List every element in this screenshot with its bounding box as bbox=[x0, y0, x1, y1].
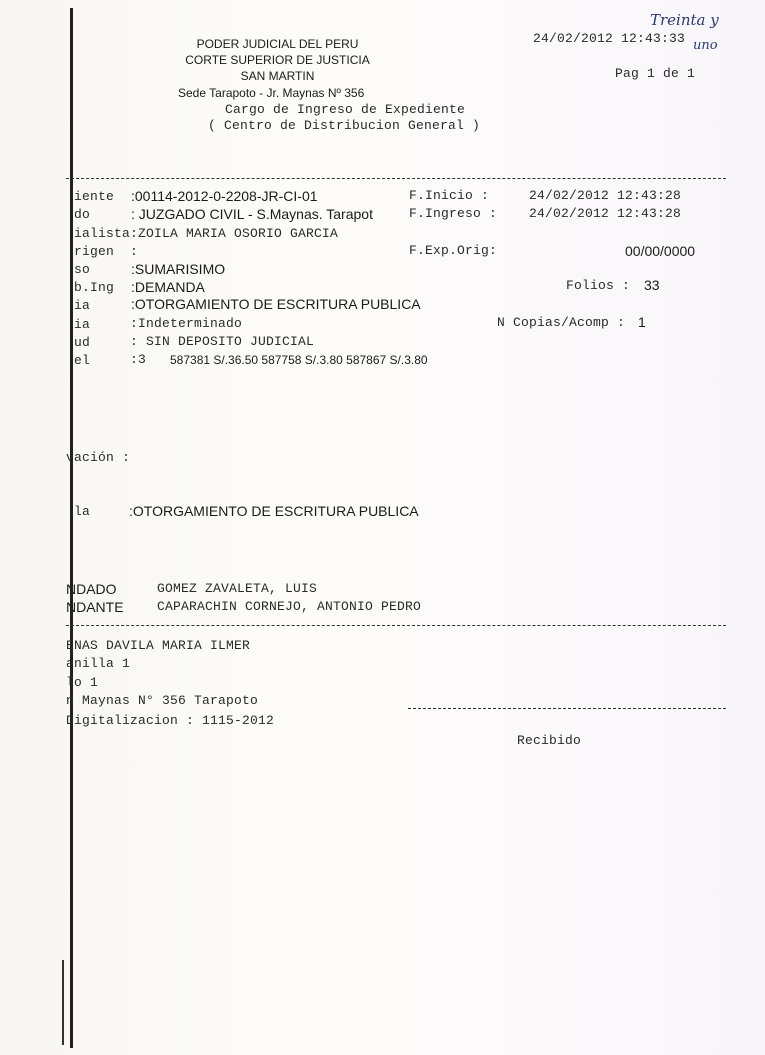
label-copias: N Copias/Acomp : bbox=[497, 315, 626, 330]
footer-address: n Maynas N° 356 Tarapoto bbox=[66, 693, 259, 708]
value-especialista: :ZOILA MARIA OSORIO GARCIA bbox=[130, 226, 339, 241]
label-fecha-ingreso: F.Ingreso : bbox=[409, 206, 498, 221]
label-tasa: el bbox=[74, 353, 91, 368]
value-expediente: :00114-2012-0-2208-JR-CI-01 bbox=[131, 188, 318, 204]
value-copias: 1 bbox=[638, 314, 646, 330]
value-sumilla: :OTORGAMIENTO DE ESCRITURA PUBLICA bbox=[129, 503, 419, 519]
value-tasa: :3 bbox=[130, 352, 147, 367]
value-cuantia: :Indeterminado bbox=[130, 316, 243, 331]
handwritten-folio-count: Treinta y bbox=[650, 11, 719, 29]
label-tipo-ingreso: b.Ing bbox=[74, 280, 115, 295]
page-number: Pag 1 de 1 bbox=[615, 66, 696, 81]
label-cuantia: ia bbox=[74, 317, 91, 332]
label-juzgado: do bbox=[74, 207, 91, 222]
signature-line bbox=[408, 708, 726, 709]
label-expediente: iente bbox=[74, 189, 115, 204]
value-demandado: GOMEZ ZAVALETA, LUIS bbox=[157, 581, 318, 596]
label-observacion: vación : bbox=[66, 450, 131, 465]
value-tipo-ingreso: :DEMANDA bbox=[131, 279, 205, 295]
digitalizacion-number: Digitalizacion : 1115-2012 bbox=[66, 713, 275, 728]
header-region: SAN MARTIN bbox=[240, 69, 315, 83]
value-condicion: : SIN DEPOSITO JUDICIAL bbox=[130, 334, 315, 349]
handwritten-folio-count-2: uno bbox=[693, 38, 718, 53]
label-sumilla: la bbox=[74, 504, 91, 519]
operator-name: ENAS DAVILA MARIA ILMER bbox=[66, 638, 251, 653]
document-subtitle: ( Centro de Distribucion General ) bbox=[208, 118, 481, 133]
label-condicion: ud bbox=[74, 335, 91, 350]
header-court-superior: CORTE SUPERIOR DE JUSTICIA bbox=[185, 53, 370, 67]
label-folios: Folios : bbox=[566, 278, 631, 293]
label-demandante: NDANTE bbox=[66, 599, 124, 615]
binding-edge-line-lower bbox=[62, 960, 64, 1045]
label-fecha-inicio: F.Inicio : bbox=[409, 188, 490, 203]
value-fecha-inicio: 24/02/2012 12:43:28 bbox=[529, 188, 682, 203]
value-juzgado: : JUZGADO CIVIL - S.Maynas. Tarapot bbox=[131, 206, 373, 222]
value-fecha-ingreso: 24/02/2012 12:43:28 bbox=[529, 206, 682, 221]
value-demandante: CAPARACHIN CORNEJO, ANTONIO PEDRO bbox=[157, 599, 422, 614]
header-court-name: PODER JUDICIAL DEL PERU bbox=[196, 37, 359, 51]
ventanilla: anilla 1 bbox=[66, 656, 131, 671]
binding-edge-line bbox=[70, 8, 73, 1048]
label-fecha-exp-orig: F.Exp.Orig: bbox=[409, 243, 498, 258]
label-especialista: ialista bbox=[74, 226, 131, 241]
value-folios: 33 bbox=[644, 277, 660, 293]
document-title: Cargo de Ingreso de Expediente bbox=[225, 102, 466, 117]
tasa-detail: 587381 S/.36.50 587758 S/.3.80 587867 S/.3.80 bbox=[170, 353, 428, 367]
value-proceso: :SUMARISIMO bbox=[131, 261, 226, 277]
label-materia: ia bbox=[74, 298, 91, 313]
header-address: Sede Tarapoto - Jr. Maynas Nº 356 bbox=[178, 86, 365, 100]
modulo: lo 1 bbox=[66, 675, 99, 690]
value-fecha-exp-orig: 00/00/0000 bbox=[625, 243, 696, 259]
label-origen: rigen bbox=[74, 244, 115, 259]
value-origen: : bbox=[130, 244, 139, 259]
label-demandado: NDADO bbox=[66, 581, 117, 597]
separator-middle bbox=[66, 625, 726, 626]
value-materia: :OTORGAMIENTO DE ESCRITURA PUBLICA bbox=[131, 296, 421, 312]
label-proceso: so bbox=[74, 262, 91, 277]
separator-top bbox=[66, 178, 726, 179]
recibido-label: Recibido bbox=[517, 733, 582, 748]
print-datetime: 24/02/2012 12:43:33 bbox=[533, 31, 686, 46]
